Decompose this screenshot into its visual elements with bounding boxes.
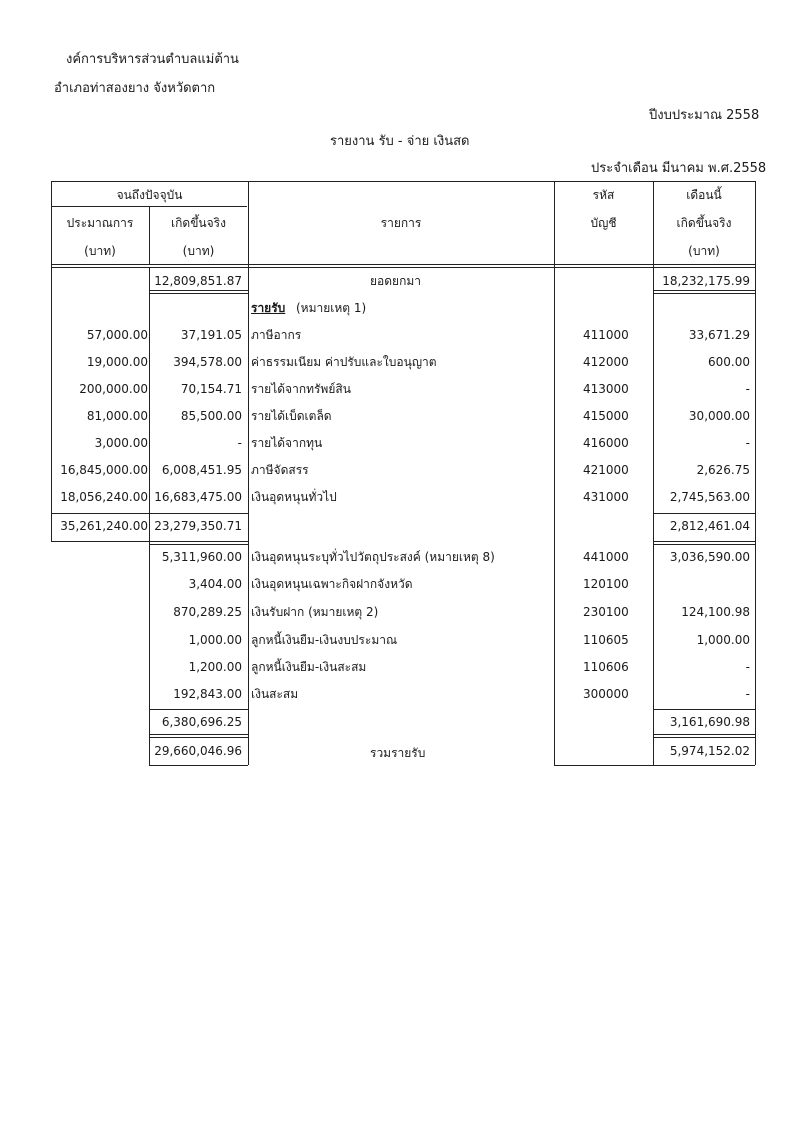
row-month: 33,671.29 bbox=[688, 328, 750, 342]
row-item: ภาษีจัดสรร bbox=[251, 463, 309, 477]
row-code: 431000 bbox=[583, 490, 629, 504]
row-item: ค่าธรรมเนียม ค่าปรับและใบอนุญาต bbox=[251, 355, 437, 369]
table-row bbox=[0, 406, 800, 426]
subtotal-actual: 23,279,350.71 bbox=[154, 519, 242, 533]
row-actual: 870,289.25 bbox=[173, 605, 242, 619]
other-subtotal-row bbox=[0, 712, 800, 732]
table-row bbox=[0, 487, 800, 507]
row-estimate: 18,056,240.00 bbox=[60, 490, 148, 504]
header-month-actual: เกิดขึ้นจริง bbox=[676, 216, 732, 230]
header-code-line1: รหัส bbox=[592, 188, 615, 202]
row-code: 421000 bbox=[583, 463, 629, 477]
grand-total-label: รวมรายรับ bbox=[370, 746, 426, 760]
header-estimate: ประมาณการ bbox=[66, 216, 134, 230]
grand-total-actual: 29,660,046.96 bbox=[154, 744, 242, 758]
header-this-month: เดือนนี้ bbox=[686, 188, 722, 202]
org-name-line1: งค์การบริหารส่วนตำบลแม่ต้าน bbox=[66, 52, 239, 67]
subtotal-estimate: 35,261,240.00 bbox=[60, 519, 148, 533]
row-code: 120100 bbox=[583, 577, 629, 591]
row-estimate: 81,000.00 bbox=[86, 409, 148, 423]
carry-forward-actual: 12,809,851.87 bbox=[154, 274, 242, 288]
row-estimate: 57,000.00 bbox=[86, 328, 148, 342]
row-code: 230100 bbox=[583, 605, 629, 619]
other-subtotal-month: 3,161,690.98 bbox=[669, 715, 750, 729]
row-code: 415000 bbox=[583, 409, 629, 423]
row-month: - bbox=[745, 660, 750, 674]
row-actual: - bbox=[237, 436, 242, 450]
carry-forward-month: 18,232,175.99 bbox=[662, 274, 750, 288]
row-item: เงินอุดหนุนเฉพาะกิจฝากจังหวัด bbox=[251, 577, 413, 591]
grand-total-row bbox=[0, 741, 800, 761]
table-row bbox=[0, 574, 800, 594]
header-actual: เกิดขึ้นจริง bbox=[171, 216, 226, 230]
header-code-line2: บัญชี bbox=[590, 216, 617, 230]
org-name-line2: อำเภอท่าสองยาง จังหวัดตาก bbox=[54, 81, 216, 96]
table-row bbox=[0, 379, 800, 399]
row-month: 1,000.00 bbox=[696, 633, 750, 647]
table-row bbox=[0, 602, 800, 622]
subtotal-month: 2,812,461.04 bbox=[669, 519, 750, 533]
row-item: รายได้จากทรัพย์สิน bbox=[251, 382, 351, 396]
table-row bbox=[0, 325, 800, 345]
row-month: - bbox=[745, 436, 750, 450]
row-actual: 37,191.05 bbox=[180, 328, 242, 342]
row-month: - bbox=[745, 687, 750, 701]
row-actual: 1,200.00 bbox=[188, 660, 242, 674]
row-month: - bbox=[745, 382, 750, 396]
row-actual: 192,843.00 bbox=[173, 687, 242, 701]
carry-forward-row bbox=[0, 271, 800, 291]
row-month: 124,100.98 bbox=[681, 605, 750, 619]
row-actual: 5,311,960.00 bbox=[161, 550, 242, 564]
header-estimate-unit: (บาท) bbox=[84, 244, 116, 258]
table-row bbox=[0, 352, 800, 372]
table-row bbox=[0, 657, 800, 677]
row-item: เงินรับฝาก (หมายเหตุ 2) bbox=[251, 605, 379, 619]
table-row bbox=[0, 433, 800, 453]
row-item: เงินอุดหนุนทั่วไป bbox=[251, 490, 337, 504]
revenue-heading-note: (หมายเหตุ 1) bbox=[296, 301, 367, 315]
carry-forward-label: ยอดยกมา bbox=[370, 274, 421, 288]
row-actual: 394,578.00 bbox=[173, 355, 242, 369]
row-code: 411000 bbox=[583, 328, 629, 342]
row-code: 110605 bbox=[583, 633, 629, 647]
row-item: ลูกหนี้เงินยืม-เงินสะสม bbox=[251, 660, 367, 674]
header-items: รายการ bbox=[380, 216, 422, 230]
row-month: 2,626.75 bbox=[696, 463, 750, 477]
table-row bbox=[0, 460, 800, 480]
row-code: 416000 bbox=[583, 436, 629, 450]
table-row bbox=[0, 684, 800, 704]
row-actual: 1,000.00 bbox=[188, 633, 242, 647]
row-item: เงินสะสม bbox=[251, 687, 299, 701]
fiscal-year: ปีงบประมาณ 2558 bbox=[649, 108, 760, 123]
row-item: รายได้จากทุน bbox=[251, 436, 323, 450]
row-item: ลูกหนี้เงินยืม-เงินงบประมาณ bbox=[251, 633, 398, 647]
row-month: 30,000.00 bbox=[688, 409, 750, 423]
row-code: 441000 bbox=[583, 550, 629, 564]
row-actual: 16,683,475.00 bbox=[154, 490, 242, 504]
row-actual: 3,404.00 bbox=[188, 577, 242, 591]
header-to-date: จนถึงปัจจุบัน bbox=[116, 188, 183, 202]
row-month: 600.00 bbox=[708, 355, 750, 369]
row-estimate: 19,000.00 bbox=[86, 355, 148, 369]
report-period: ประจำเดือน มีนาคม พ.ศ.2558 bbox=[591, 161, 767, 176]
row-month: 3,036,590.00 bbox=[669, 550, 750, 564]
revenue-heading-row bbox=[0, 298, 800, 318]
row-month: 2,745,563.00 bbox=[669, 490, 750, 504]
row-code: 413000 bbox=[583, 382, 629, 396]
header-month-unit: (บาท) bbox=[688, 244, 720, 258]
report-title: รายงาน รับ - จ่าย เงินสด bbox=[330, 134, 470, 149]
revenue-subtotal-row bbox=[0, 516, 800, 536]
header-actual-unit: (บาท) bbox=[182, 244, 215, 258]
row-estimate: 200,000.00 bbox=[79, 382, 148, 396]
grand-total-month: 5,974,152.02 bbox=[669, 744, 750, 758]
row-estimate: 3,000.00 bbox=[94, 436, 148, 450]
row-actual: 6,008,451.95 bbox=[161, 463, 242, 477]
table-row bbox=[0, 630, 800, 650]
table-row bbox=[0, 547, 800, 567]
row-item: เงินอุดหนุนระบุทั่วไปวัตถุประสงค์ (หมายเหตุ 8) bbox=[251, 550, 495, 564]
row-code: 300000 bbox=[583, 687, 629, 701]
other-subtotal-actual: 6,380,696.25 bbox=[161, 715, 242, 729]
row-code: 412000 bbox=[583, 355, 629, 369]
row-estimate: 16,845,000.00 bbox=[60, 463, 148, 477]
revenue-heading-label: รายรับ bbox=[251, 301, 286, 315]
row-item: ภาษีอากร bbox=[251, 328, 302, 342]
row-actual: 70,154.71 bbox=[180, 382, 242, 396]
row-actual: 85,500.00 bbox=[180, 409, 242, 423]
row-item: รายได้เบ็ดเตล็ด bbox=[251, 409, 332, 423]
row-code: 110606 bbox=[583, 660, 629, 674]
